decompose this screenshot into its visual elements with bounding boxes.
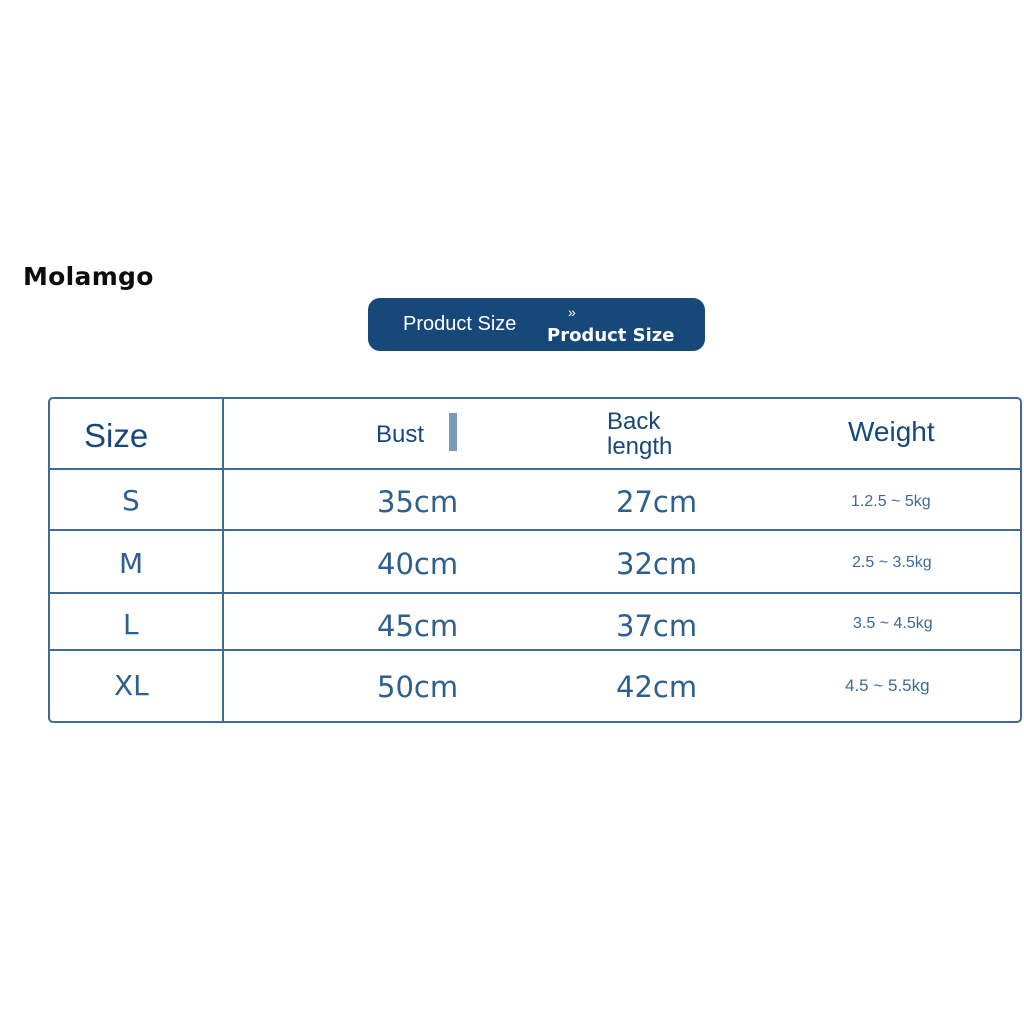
weight-cell: 2.5 ~ 3.5kg bbox=[852, 554, 932, 571]
weight-cell: 3.5 ~ 4.5kg bbox=[853, 615, 933, 632]
row-divider bbox=[50, 649, 1020, 651]
header-size: Size bbox=[84, 417, 149, 454]
size-cell: S bbox=[122, 484, 140, 517]
bust-cell: 40cm bbox=[377, 547, 459, 581]
back-length-cell: 37cm bbox=[616, 609, 698, 643]
header-back-length-line1: Back bbox=[607, 408, 661, 435]
bust-cell: 35cm bbox=[377, 485, 459, 519]
header-back-length-line2: length bbox=[607, 433, 673, 460]
bust-cell: 45cm bbox=[377, 609, 459, 643]
size-cell: M bbox=[119, 547, 144, 580]
back-length-cell: 42cm bbox=[616, 670, 698, 704]
column-divider bbox=[222, 399, 224, 721]
banner-title: Product Size bbox=[403, 313, 517, 335]
banner-subtitle: Product Size bbox=[547, 325, 675, 346]
brand-logo-text: Molamgo bbox=[23, 262, 154, 291]
header-bust: Bust bbox=[376, 421, 425, 448]
artifact-mark bbox=[449, 413, 457, 451]
header-weight: Weight bbox=[848, 416, 935, 447]
row-divider bbox=[50, 529, 1020, 531]
size-cell: L bbox=[123, 608, 139, 641]
double-chevron-icon: » bbox=[568, 304, 576, 320]
bust-cell: 50cm bbox=[377, 670, 459, 704]
back-length-cell: 32cm bbox=[616, 547, 698, 581]
size-cell: XL bbox=[114, 669, 149, 702]
back-length-cell: 27cm bbox=[616, 485, 698, 519]
size-chart-table bbox=[48, 397, 1022, 723]
row-divider bbox=[50, 468, 1020, 470]
product-size-banner bbox=[368, 298, 705, 351]
weight-cell: 4.5 ~ 5.5kg bbox=[845, 676, 930, 695]
weight-cell: 1.2.5 ~ 5kg bbox=[851, 493, 931, 510]
row-divider bbox=[50, 592, 1020, 594]
